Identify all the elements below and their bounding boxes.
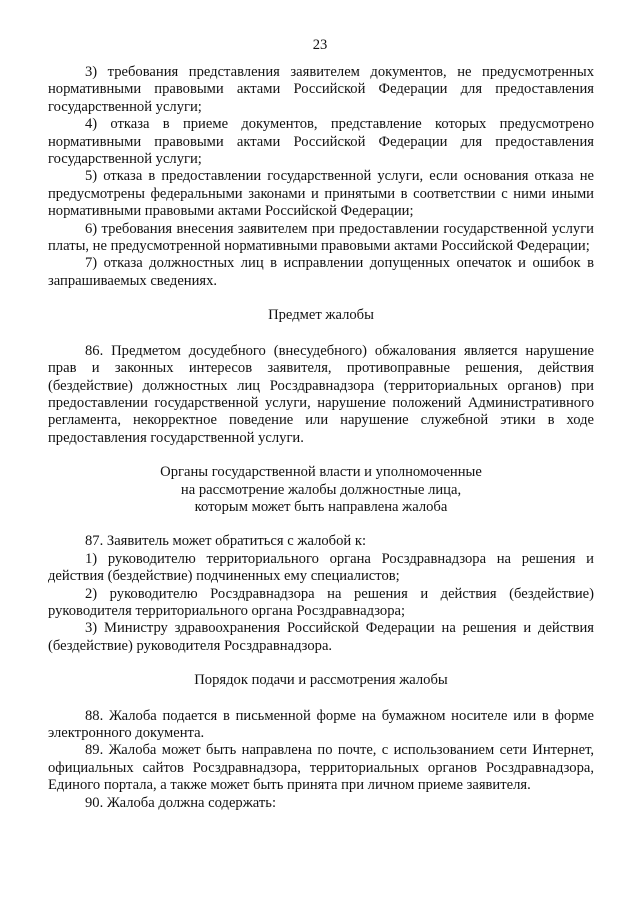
list-item: 7) отказа должностных лиц в исправлении допущенных опечаток и ошибок в запрашиваемых сведениях. [48, 255, 594, 289]
paragraph-block-86 [48, 343, 594, 447]
list-block-grounds [48, 64, 594, 290]
list-item: 6) требования внесения заявителем при предоставлении государственной услуги платы, не предусмотренной нормативными правовыми актами Российской Федерации; [48, 220, 594, 255]
list-item: 2) руководителю Росздравнадзора на решения и действия (бездействие) руководителя территориального органа Росздравнадзора; [48, 585, 594, 619]
page-number: 23 [312, 37, 328, 53]
document-body [48, 64, 594, 829]
heading-line: которым может быть направлена жалоба [194, 498, 448, 515]
paragraph: 87. Заявитель может обратиться с жалобой к: [85, 533, 366, 550]
paragraph: 86. Предметом досудебного (внесудебного) обжалования является нарушение прав и законных интересов заявителя, противоправные решения, действия (бездействие) должностных лиц Росздравнадзора (территориальных органов) при предоставлении государственной услуги, нарушение положений Административного регламента, некорректное поведение или нарушение служебной этики в ходе предоставления государственной услуги. [48, 342, 594, 446]
paragraph: 89. Жалоба может быть направлена по почте, с использованием сети Интернет, официальных сайтов Росздравнадзора, территориальных органов Росздравнадзора, Единого портала, а также может быть принята при личном приеме заявителя. [48, 742, 594, 794]
paragraph: 88. Жалоба подается в письменной форме на бумажном носителе или в форме электронного документа. [48, 707, 594, 741]
paragraph-block-87 [48, 533, 594, 655]
heading-line: Органы государственной власти и уполномоченные [160, 464, 482, 481]
section-heading-subject: Предмет жалобы [268, 307, 374, 324]
list-item: 5) отказа в предоставлении государственной услуги, если основания отказа не предусмотрены федеральными законами и принятыми в соответствии с ними иными нормативными правовыми актами Российской Федерации; [48, 168, 594, 220]
paragraph: 90. Жалоба должна содержать: [85, 794, 276, 811]
list-item: 4) отказа в приеме документов, представление которых предусмотрено нормативными правовыми актами Российской Федерации для предоставления государственной услуги; [48, 116, 594, 168]
section-heading-authorities [48, 464, 594, 516]
list-item: 3) требования представления заявителем документов, не предусмотренных нормативными правовыми актами Российской Федерации для предоставления государственной услуги; [48, 64, 594, 115]
paragraph-block-88-90 [48, 708, 594, 812]
list-item: 3) Министру здравоохранения Российской Федерации на решения и действия (бездействие) руководителя Росздравнадзора. [48, 620, 594, 654]
list-item: 1) руководителю территориального органа Росздравнадзора на решения и действия (бездействие) подчиненных ему специалистов; [48, 550, 594, 585]
section-heading-procedure: Порядок подачи и рассмотрения жалобы [194, 672, 448, 689]
heading-line: на рассмотрение жалобы должностные лица, [180, 481, 462, 498]
